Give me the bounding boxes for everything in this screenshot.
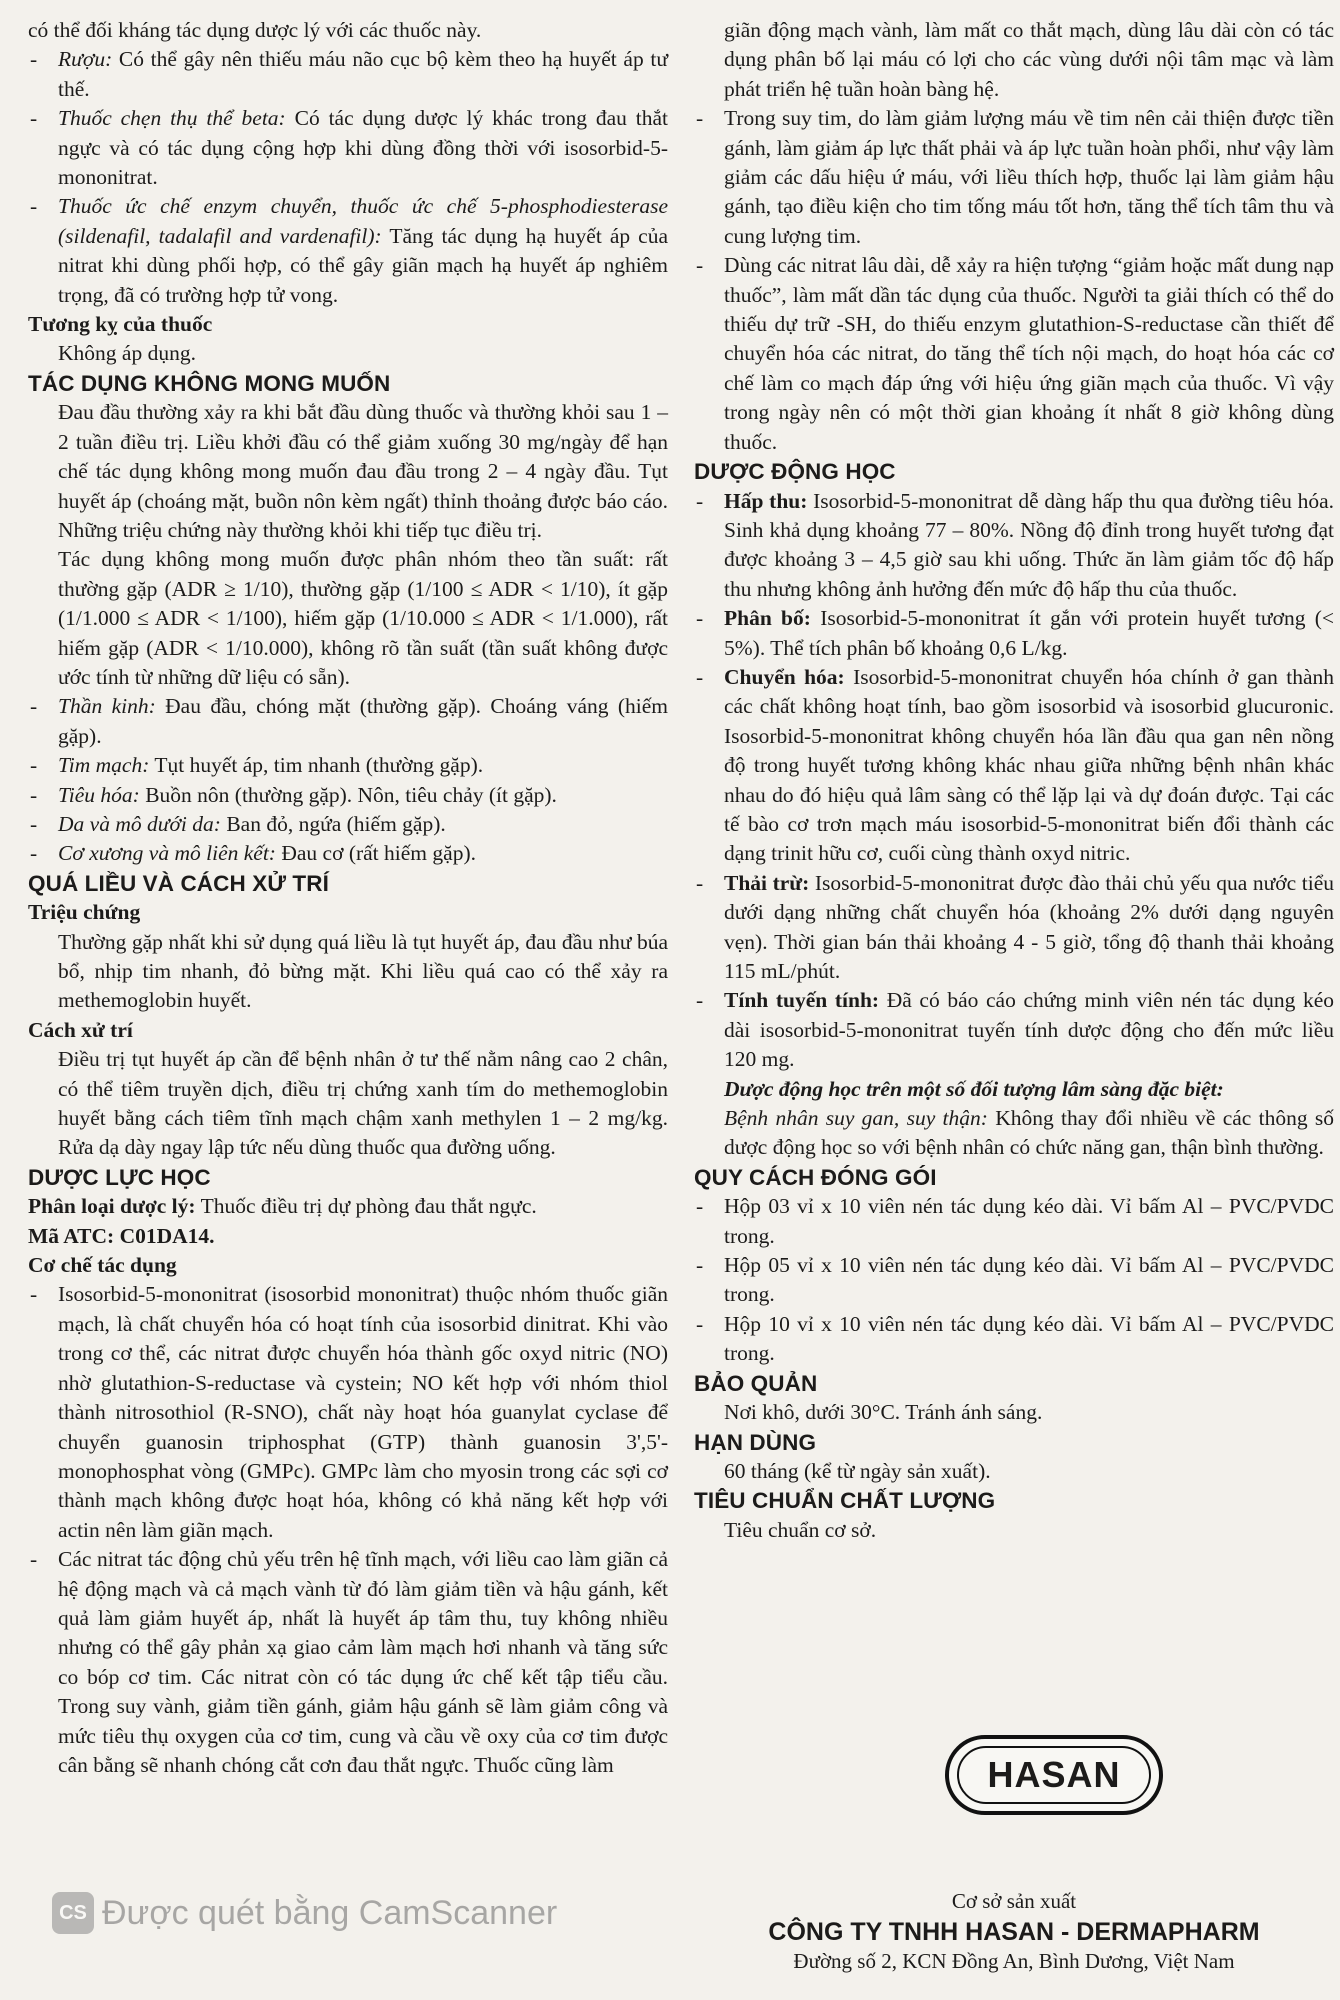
list-item: - Tiêu hóa: Buồn nôn (thường gặp). Nôn, tiêu chảy (ít gặp). xyxy=(28,781,668,810)
list-item: - Chuyển hóa: Isosorbid-5-mononitrat chuyển hóa chính ở gan thành các chất không hoạt tính, bao gồm isosorbid và isosorbid glucuronic. Isosorbid-5-mononitrat không chuyển hóa lần đầu qua gan nên nồng độ trong huyết tương không khác nhau giữa những bệnh nhân khác nhau do đó hiệu quả lâm sàng có thể lặp lại và dự đoán được. Tại các tế bào cơ trơn mạch máu isosorbid-5-mononitrat biến đổi thành các dạng trinit hữu cơ, cuối cùng thành oxyd nitric. xyxy=(694,663,1334,869)
list-item: - Phân bố: Isosorbid-5-mononitrat ít gắn với protein huyết tương (< 5%). Thể tích phân bố khoảng 0,6 L/kg. xyxy=(694,604,1334,663)
list-item: - Thuốc ức chế enzym chuyển, thuốc ức chế 5-phosphodiesterase (sildenafil, tadalafil and vardenafil): Tăng tác dụng hạ huyết áp của nitrat khi dùng phối hợp, có thể gây giãn mạch hạ huyết áp nghiêm trọng, đã có trường hợp tử vong. xyxy=(28,192,668,310)
list-item: - Trong suy tim, do làm giảm lượng máu về tim nên cải thiện được tiền gánh, làm giảm áp lực thất phải và áp lực tuần hoàn phổi, như vậy làm giảm các dấu hiệu ứ máu, với liều thích hợp, thuốc lại làm giảm hậu gánh, tạo điều kiện cho tim tống máu tốt hơn, tăng thể tích tâm thu và cung lượng tim. xyxy=(694,104,1334,251)
paragraph: Phân loại dược lý: Thuốc điều trị dự phòng đau thắt ngực. xyxy=(28,1194,537,1219)
paragraph: Điều trị tụt huyết áp cần để bệnh nhân ở tư thế nằm nâng cao 2 chân, có thể tiêm truyền dịch, điều trị chứng xanh tím do methemoglobin huyết bằng cách tiêm tĩnh mạch chậm xanh methylen 1 – 2 mg/kg. Rửa dạ dày ngay lập tức nếu dùng thuốc qua đường uống. xyxy=(58,1047,668,1160)
heading-quality-standard: TIÊU CHUẨN CHẤT LƯỢNG xyxy=(694,1488,996,1514)
scanner-watermark xyxy=(52,1890,557,1936)
list-item: - Hộp 10 vỉ x 10 viên nén tác dụng kéo dài. Vỉ bấm Al – PVC/PVDC trong. xyxy=(694,1310,1334,1369)
list-item: - Rượu: Có thể gây nên thiếu máu não cục bộ kèm theo hạ huyết áp tư thế. xyxy=(28,45,668,104)
list-item: - Dùng các nitrat lâu dài, dễ xảy ra hiện tượng “giảm hoặc mất dung nạp thuốc”, làm mất dần tác dụng của thuốc. Người ta giải thích có thể do thiếu dự trữ -SH, do thiếu enzym glutathion-S-reductase cần thiết để chuyển hóa các nitrat, do tăng thể tích nội mạch, do hoạt hóa các cơ chế làm co mạch đáp ứng với hiệu ứng giãn mạch của thuốc. Vì vậy trong ngày nên có một thời gian khoảng ít nhất 8 giờ không dùng thuốc. xyxy=(694,251,1334,457)
paragraph: giãn động mạch vành, làm mất co thắt mạch, dùng lâu dài còn có tác dụng phân bố lại máu có lợi cho các vùng dưới nội tâm mạc và làm phát triển hệ tuần hoàn bàng hệ. xyxy=(724,18,1334,101)
heading-packaging: QUY CÁCH ĐÓNG GÓI xyxy=(694,1164,937,1190)
paragraph: Thường gặp nhất khi sử dụng quá liều là tụt huyết áp, đau đầu như búa bổ, nhịp tim nhanh, đỏ bừng mặt. Khi liều quá cao có thể xảy ra methemoglobin huyết. xyxy=(58,929,668,1013)
right-column xyxy=(694,16,1334,1545)
list-item: - Các nitrat tác động chủ yếu trên hệ tĩnh mạch, với liều cao làm giãn cả hệ động mạch và cả mạch vành từ đó làm giảm tiền và hậu gánh, kết quả làm giảm huyết áp, nhất là huyết áp tâm thu, tuy không nhiều nhưng có thể gây phản xạ giao cảm làm mạch hơi nhanh và tăng sức co bóp cơ tim. Các nitrat còn có tác dụng ức chế kết tập tiểu cầu. Trong suy vành, giảm tiền gánh, giảm hậu gánh sẽ làm giảm công và mức tiêu thụ oxygen của cơ tim, cung và cầu về oxy của cơ tim được cân bằng sẽ nhanh chóng cắt cơn đau thắt ngực. Thuốc cũng làm xyxy=(28,1545,668,1780)
list-item: - Hấp thu: Isosorbid-5-mononitrat dễ dàng hấp thu qua đường tiêu hóa. Sinh khả dụng khoảng 77 – 80%. Nồng độ đỉnh trong huyết tương đạt được khoảng 3 – 4,5 giờ sau khi uống. Thức ăn làm giảm tốc độ hấp thu nhưng không ảnh hưởng đến mức độ hấp thu của thuốc. xyxy=(694,487,1334,605)
watermark-text: Được quét bằng CamScanner xyxy=(102,1893,558,1932)
list-item: - Thải trừ: Isosorbid-5-mononitrat được đào thải chủ yếu qua nước tiểu dưới dạng những chất chuyển hóa (khoảng 2% dưới dạng nguyên vẹn). Thời gian bán thải khoảng 4 - 5 giờ, tổng độ thanh thải khoảng 115 mL/phút. xyxy=(694,869,1334,987)
paragraph: Tác dụng không mong muốn được phân nhóm theo tần suất: rất thường gặp (ADR ≥ 1/10), thường gặp (1/100 ≤ ADR < 1/10), ít gặp (1/1.000 ≤ ADR < 1/100), hiếm gặp (1/10.000 ≤ ADR < 1/1.000), rất hiếm gặp (ADR < 1/10.000), không rõ tần suất (tần suất không được ước tính từ những dữ liệu có sẵn). xyxy=(58,547,668,689)
company-name: CÔNG TY TNHH HASAN - DERMAPHARM xyxy=(768,1918,1260,1946)
manufacturer-footer xyxy=(694,1735,1334,1974)
list-item: - Isosorbid-5-mononitrat (isosorbid mononitrat) thuộc nhóm thuốc giãn mạch, là chất chuyển hóa có hoạt tính của isosorbid dinitrat. Khi vào trong cơ thể, các nitrat được chuyển hóa thành gốc oxyd nitric (NO) nhờ glutathion-S-reductase và cystein; NO kết hợp với nhóm thiol thành nitrosothiol (R-SNO), chất này hoạt hóa guanylat cyclase để chuyển guanosin triphosphat (GTP) thành guanosin 3',5'-monophosphat vòng (GMPc). GMPc làm cho myosin trong các sợi cơ thành mạch không được hoạt hóa, không có khả năng kết hợp với actin nên làm giãn mạch. xyxy=(28,1280,668,1545)
heading-adverse-effects: TÁC DỤNG KHÔNG MONG MUỐN xyxy=(28,370,391,396)
logo-wrapper xyxy=(774,1735,1334,1815)
heading-expiry: HẠN DÙNG xyxy=(694,1429,817,1455)
subheading-symptoms: Triệu chứng xyxy=(28,900,141,925)
list-item: - Thần kinh: Đau đầu, chóng mặt (thường gặp). Choáng váng (hiếm gặp). xyxy=(28,692,668,751)
subheading-incompatibility: Tương kỵ của thuốc xyxy=(28,312,213,337)
hasan-logo xyxy=(945,1735,1163,1815)
left-column xyxy=(28,16,668,1780)
paragraph: có thể đối kháng tác dụng dược lý với các thuốc này. xyxy=(28,18,482,42)
paragraph: Nơi khô, dưới 30°C. Tránh ánh sáng. xyxy=(724,1400,1043,1425)
logo-text: HASAN xyxy=(957,1746,1151,1804)
facility-label: Cơ sở sản xuất xyxy=(951,1889,1077,1913)
list-item: - Tính tuyến tính: Đã có báo cáo chứng minh viên nén tác dụng kéo dài isosorbid-5-mononitrat tuyến tính dược động cho đến mức liều 120 mg. xyxy=(694,986,1334,1074)
paragraph: Bệnh nhân suy gan, suy thận: Không thay đổi nhiều về các thông số dược động học so với bệnh nhân có chức năng gan, thận bình thường. xyxy=(724,1106,1334,1160)
paragraph: Tiêu chuẩn cơ sở. xyxy=(724,1517,877,1542)
subheading-mechanism: Cơ chế tác dụng xyxy=(28,1253,177,1278)
paragraph: Đau đầu thường xảy ra khi bắt đầu dùng thuốc và thường khỏi sau 1 – 2 tuần điều trị. Liều khởi đầu có thể giảm xuống 30 mg/ngày để hạn chế tác dụng không mong muốn đau đầu trong 2 – 4 ngày đầu. Tụt huyết áp (choáng mặt, buồn nôn kèm ngất) thỉnh thoảng được báo cáo. Những triệu chứng này thường khỏi khi tiếp tục điều trị. xyxy=(58,400,668,542)
company-address: Đường số 2, KCN Đồng An, Bình Dương, Việt Nam xyxy=(793,1949,1235,1973)
list-item: - Da và mô dưới da: Ban đỏ, ngứa (hiếm gặp). xyxy=(28,810,668,839)
list-item: - Hộp 03 vỉ x 10 viên nén tác dụng kéo dài. Vỉ bấm Al – PVC/PVDC trong. xyxy=(694,1192,1334,1251)
subheading-treatment: Cách xử trí xyxy=(28,1017,133,1042)
camscanner-icon: CS xyxy=(52,1892,94,1934)
paragraph: 60 tháng (kể từ ngày sản xuất). xyxy=(724,1458,991,1483)
subheading-special-populations: Dược động học trên một số đối tượng lâm sàng đặc biệt: xyxy=(724,1076,1224,1101)
heading-pharmacokinetics: DƯỢC ĐỘNG HỌC xyxy=(694,459,896,485)
paragraph: Không áp dụng. xyxy=(58,341,196,366)
heading-pharmacodynamics: DƯỢC LỰC HỌC xyxy=(28,1164,211,1190)
list-item: - Hộp 05 vỉ x 10 viên nén tác dụng kéo dài. Vỉ bấm Al – PVC/PVDC trong. xyxy=(694,1251,1334,1310)
list-item: - Thuốc chẹn thụ thể beta: Có tác dụng dược lý khác trong đau thắt ngực và có tác dụng cộng hợp khi dùng đồng thời với isosorbid-5-mononitrat. xyxy=(28,104,668,192)
list-item: - Cơ xương và mô liên kết: Đau cơ (rất hiếm gặp). xyxy=(28,839,668,868)
heading-storage: BẢO QUẢN xyxy=(694,1370,818,1396)
atc-code: Mã ATC: C01DA14. xyxy=(28,1223,215,1248)
list-item: - Tim mạch: Tụt huyết áp, tim nhanh (thường gặp). xyxy=(28,751,668,780)
heading-overdose: QUÁ LIỀU VÀ CÁCH XỬ TRÍ xyxy=(28,870,329,896)
